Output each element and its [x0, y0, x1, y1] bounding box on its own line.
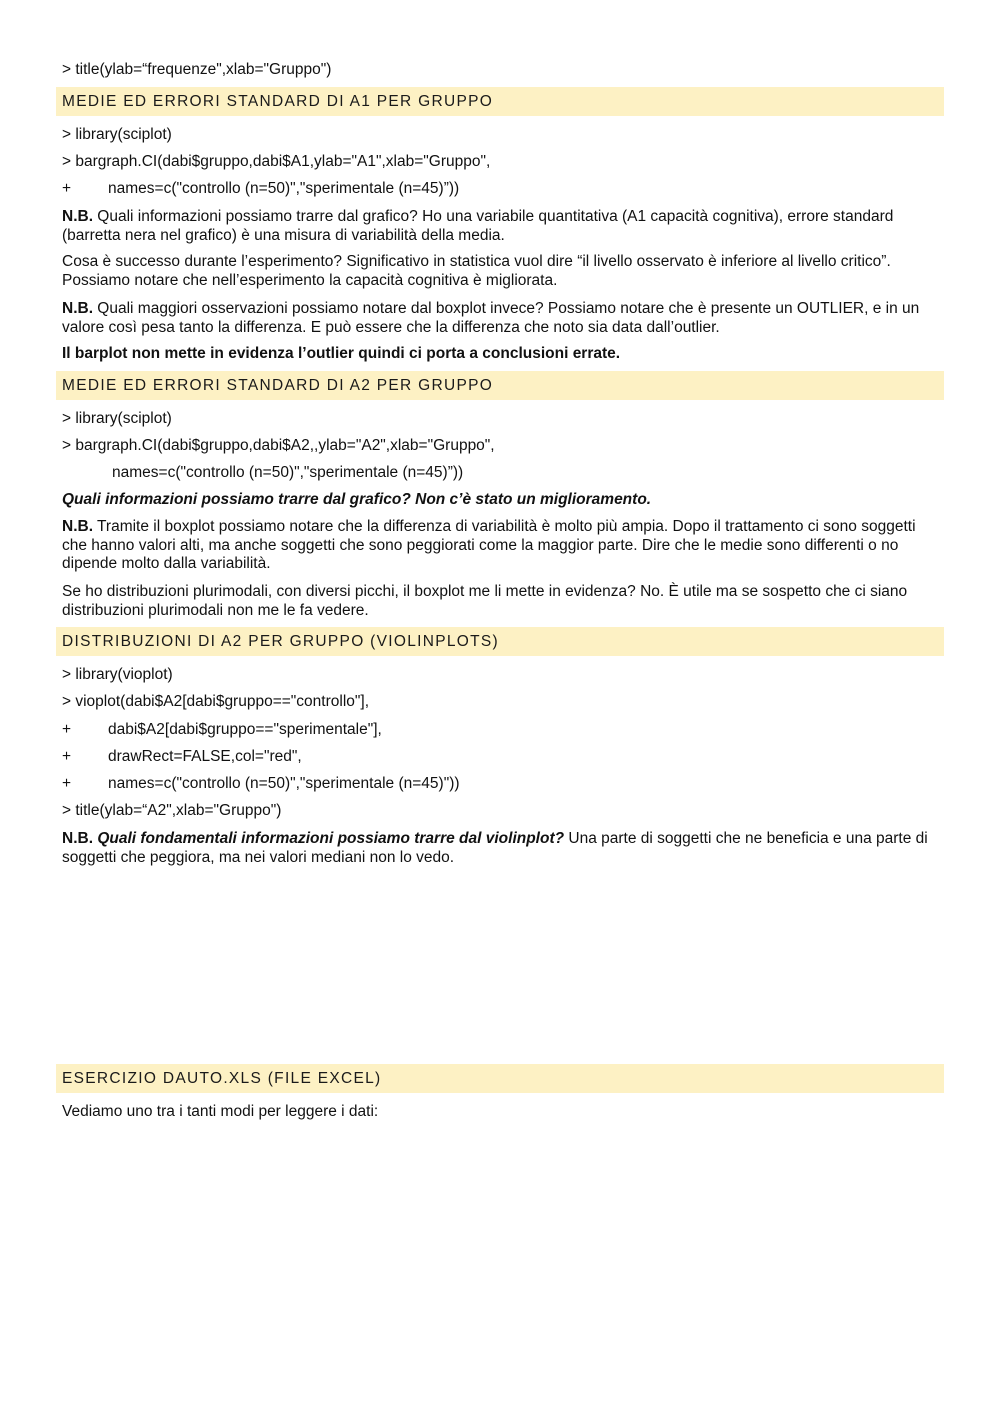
- code-line-vioplot-names: names=c("controllo (n=50)","sperimentale (n=45)")): [108, 775, 460, 792]
- section-heading-a2: [56, 371, 944, 400]
- nb-violinplot-question: Quali fondamentali informazioni possiamo trarre dal violinplot?: [97, 830, 565, 847]
- section-heading-violinplots-text: DISTRIBUZIONI DI A2 PER GRUPPO (VIOLINPLOTS): [62, 633, 500, 650]
- continuation-plus: +: [62, 180, 72, 197]
- nb-label: N.B.: [62, 518, 93, 535]
- nb-label: N.B.: [62, 300, 93, 317]
- code-line-vioplot-sperimentale: dabi$A2[dabi$gruppo=="sperimentale"],: [108, 721, 382, 738]
- paragraph-nb-a1: [62, 208, 942, 245]
- continuation-plus: +: [62, 721, 72, 738]
- code-line-vioplot: > vioplot(dabi$A2[dabi$gruppo=="controllo"],: [62, 693, 370, 710]
- section-heading-a1: [56, 87, 944, 116]
- code-line-bargraph-a2-names: names=c("controllo (n=50)","sperimentale (n=45)”)): [112, 464, 464, 481]
- paragraph-quali-a2: [62, 491, 942, 510]
- code-line-vioplot-drawrect: drawRect=FALSE,col="red",: [108, 748, 302, 765]
- code-line-title-frequenze: > title(ylab=“frequenze",xlab="Gruppo"): [62, 61, 332, 78]
- code-line-library-vioplot: > library(vioplot): [62, 666, 173, 683]
- section-heading-a1-text: MEDIE ED ERRORI STANDARD DI A1 PER GRUPPO: [62, 93, 494, 110]
- continuation-plus: +: [62, 748, 72, 765]
- section-heading-esercizio: [56, 1064, 944, 1093]
- nb-boxplot-text: Quali maggiori osservazioni possiamo notare dal boxplot invece? Possiamo notare che è presente un OUTLIER, e in un valore così pesa tanto la differenza. E può essere che la differenza che noto sia data dall’outlier.: [62, 300, 920, 336]
- quali-a2-text: Quali informazioni possiamo trarre dal grafico? Non c’è stato un miglioramento.: [62, 491, 652, 508]
- code-line-library-sciplot: > library(sciplot): [62, 126, 172, 143]
- barplot-bold-text: Il barplot non mette in evidenza l’outlier quindi ci porta a conclusioni errate.: [62, 345, 621, 362]
- code-line-library-sciplot-2: > library(sciplot): [62, 410, 172, 427]
- section-heading-esercizio-text: ESERCIZIO DAUTO.XLS (FILE EXCEL): [62, 1070, 382, 1087]
- nb-a1-text: Quali informazioni possiamo trarre dal grafico? Ho una variabile quantitativa (A1 capacità cognitiva), errore standard (barretta nera nel grafico) è una misura di variabilità della media.: [62, 208, 894, 244]
- paragraph-plurimodali: Se ho distribuzioni plurimodali, con diversi picchi, il boxplot me li mette in evidenza? No. È utile ma se sospetto che ci siano distribuzioni plurimodali non me le fa vedere.: [62, 583, 908, 619]
- nb-label: N.B.: [62, 208, 93, 225]
- nb-variabilita-text: Tramite il boxplot possiamo notare che la differenza di variabilità è molto più ampia. Dopo il trattamento ci sono soggetti che hanno valori alti, ma anche soggetti che sono peggiorati come la maggior parte. Dire che le medie sono differenti o no dipende molto dalla variabilità.: [62, 518, 916, 572]
- paragraph-cosa-successo: Cosa è successo durante l’esperimento? Significativo in statistica vuol dire “il livello osservato è inferiore al livello critico”. Possiamo notare che nell’esperimento la capacità cognitiva è migliorata.: [62, 253, 891, 289]
- section-heading-violinplots: [56, 627, 944, 656]
- paragraph-nb-variabilita: [62, 518, 942, 574]
- paragraph-nb-violinplot: [62, 830, 942, 867]
- code-line-bargraph-a2: > bargraph.CI(dabi$gruppo,dabi$A2,,ylab="A2",xlab="Gruppo",: [62, 437, 495, 454]
- paragraph-nb-boxplot: [62, 300, 942, 337]
- paragraph-barplot-outlier: [62, 345, 942, 364]
- continuation-plus: +: [62, 775, 72, 792]
- section-heading-a2-text: MEDIE ED ERRORI STANDARD DI A2 PER GRUPPO: [62, 377, 494, 394]
- paragraph-vediamo: Vediamo uno tra i tanti modi per leggere i dati:: [62, 1103, 379, 1120]
- nb-violinplot-text: Una parte di soggetti che ne beneficia e una parte di soggetti che peggiora, ma nei valori mediani non lo vedo.: [62, 830, 928, 866]
- code-line-bargraph-a1: > bargraph.CI(dabi$gruppo,dabi$A1,ylab="A1",xlab="Gruppo",: [62, 153, 491, 170]
- code-line-title-a2: > title(ylab=“A2",xlab="Gruppo"): [62, 802, 282, 819]
- code-line-bargraph-a1-names: names=c("controllo (n=50)","sperimentale (n=45)”)): [108, 180, 460, 197]
- nb-label: N.B.: [62, 830, 93, 847]
